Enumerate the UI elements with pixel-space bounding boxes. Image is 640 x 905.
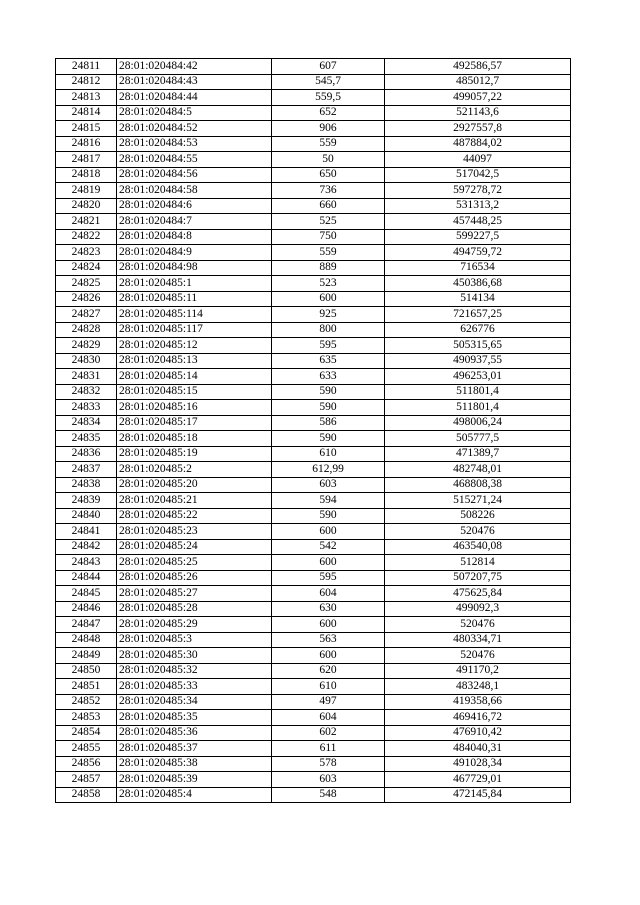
table-row (56, 245, 571, 261)
cadastral-number-cell: 28:01:020485:19 (117, 446, 272, 462)
table-row (56, 462, 571, 478)
cadastral-number-cell: 28:01:020485:1 (117, 276, 272, 292)
row-number-cell: 24836 (56, 446, 117, 462)
row-number-cell: 24834 (56, 415, 117, 431)
table-row (56, 198, 571, 214)
cadastral-number-cell: 28:01:020485:29 (117, 617, 272, 633)
row-number-cell: 24852 (56, 694, 117, 710)
cadastral-number-cell: 28:01:020485:20 (117, 477, 272, 493)
table-row (56, 152, 571, 168)
row-number-cell: 24837 (56, 462, 117, 478)
table-row (56, 725, 571, 741)
row-number-cell: 24811 (56, 59, 117, 75)
area-cell: 545,7 (272, 74, 385, 90)
area-cell: 497 (272, 694, 385, 710)
cadastral-number-cell: 28:01:020485:16 (117, 400, 272, 416)
cadastral-value-cell: 498006,24 (385, 415, 571, 431)
cadastral-value-cell: 520476 (385, 648, 571, 664)
cadastral-value-cell: 514134 (385, 291, 571, 307)
cadastral-number-cell: 28:01:020485:37 (117, 741, 272, 757)
cadastral-value-cell: 721657,25 (385, 307, 571, 323)
area-cell: 559,5 (272, 90, 385, 106)
cadastral-value-cell: 599227,5 (385, 229, 571, 245)
table-row (56, 741, 571, 757)
row-number-cell: 24816 (56, 136, 117, 152)
cadastral-number-cell: 28:01:020485:2 (117, 462, 272, 478)
table-row (56, 353, 571, 369)
row-number-cell: 24839 (56, 493, 117, 509)
cadastral-value-cell: 471389,7 (385, 446, 571, 462)
cadastral-number-cell: 28:01:020484:98 (117, 260, 272, 276)
table-row (56, 400, 571, 416)
cadastral-value-cell: 482748,01 (385, 462, 571, 478)
row-number-cell: 24819 (56, 183, 117, 199)
table-row (56, 121, 571, 137)
row-number-cell: 24831 (56, 369, 117, 385)
cadastral-number-cell: 28:01:020485:22 (117, 508, 272, 524)
table-row (56, 555, 571, 571)
row-number-cell: 24822 (56, 229, 117, 245)
row-number-cell: 24850 (56, 663, 117, 679)
table-row (56, 431, 571, 447)
cadastral-value-cell: 515271,24 (385, 493, 571, 509)
row-number-cell: 24856 (56, 756, 117, 772)
cadastral-number-cell: 28:01:020485:3 (117, 632, 272, 648)
table-row (56, 493, 571, 509)
table-row (56, 384, 571, 400)
table-row (56, 570, 571, 586)
cadastral-value-cell: 494759,72 (385, 245, 571, 261)
cadastral-value-cell: 531313,2 (385, 198, 571, 214)
area-cell: 578 (272, 756, 385, 772)
cadastral-number-cell: 28:01:020485:117 (117, 322, 272, 338)
row-number-cell: 24855 (56, 741, 117, 757)
area-cell: 590 (272, 400, 385, 416)
cadastral-number-cell: 28:01:020485:15 (117, 384, 272, 400)
cadastral-number-cell: 28:01:020485:36 (117, 725, 272, 741)
cadastral-number-cell: 28:01:020485:17 (117, 415, 272, 431)
cadastral-number-cell: 28:01:020485:114 (117, 307, 272, 323)
cadastral-value-cell: 716534 (385, 260, 571, 276)
area-cell: 925 (272, 307, 385, 323)
row-number-cell: 24825 (56, 276, 117, 292)
area-cell: 595 (272, 570, 385, 586)
cadastral-value-cell: 472145,84 (385, 787, 571, 803)
cadastral-value-cell: 499057,22 (385, 90, 571, 106)
area-cell: 542 (272, 539, 385, 555)
row-number-cell: 24845 (56, 586, 117, 602)
row-number-cell: 24823 (56, 245, 117, 261)
area-cell: 523 (272, 276, 385, 292)
table-row (56, 617, 571, 633)
area-cell: 525 (272, 214, 385, 230)
cadastral-number-cell: 28:01:020485:28 (117, 601, 272, 617)
area-cell: 590 (272, 384, 385, 400)
row-number-cell: 24853 (56, 710, 117, 726)
area-cell: 595 (272, 338, 385, 354)
cadastral-value-cell: 507207,75 (385, 570, 571, 586)
row-number-cell: 24851 (56, 679, 117, 695)
cadastral-number-cell: 28:01:020484:58 (117, 183, 272, 199)
cadastral-value-cell: 480334,71 (385, 632, 571, 648)
table-row (56, 632, 571, 648)
table-row (56, 291, 571, 307)
table-row (56, 508, 571, 524)
area-cell: 635 (272, 353, 385, 369)
cadastral-value-cell: 468808,38 (385, 477, 571, 493)
cadastral-value-cell: 492586,57 (385, 59, 571, 75)
row-number-cell: 24826 (56, 291, 117, 307)
cadastral-value-cell: 469416,72 (385, 710, 571, 726)
table-row (56, 74, 571, 90)
area-cell: 620 (272, 663, 385, 679)
cadastral-number-cell: 28:01:020484:43 (117, 74, 272, 90)
row-number-cell: 24813 (56, 90, 117, 106)
row-number-cell: 24847 (56, 617, 117, 633)
cadastral-number-cell: 28:01:020485:30 (117, 648, 272, 664)
cadastral-number-cell: 28:01:020485:14 (117, 369, 272, 385)
cadastral-value-cell: 476910,42 (385, 725, 571, 741)
row-number-cell: 24820 (56, 198, 117, 214)
row-number-cell: 24848 (56, 632, 117, 648)
area-cell: 600 (272, 524, 385, 540)
table-row (56, 446, 571, 462)
area-cell: 889 (272, 260, 385, 276)
area-cell: 603 (272, 772, 385, 788)
cadastral-number-cell: 28:01:020485:38 (117, 756, 272, 772)
cadastral-value-cell: 450386,68 (385, 276, 571, 292)
table-row (56, 601, 571, 617)
cadastral-value-cell: 467729,01 (385, 772, 571, 788)
table-row (56, 772, 571, 788)
area-cell: 604 (272, 710, 385, 726)
cadastral-value-cell: 597278,72 (385, 183, 571, 199)
cadastral-value-cell: 487884,02 (385, 136, 571, 152)
area-cell: 559 (272, 136, 385, 152)
row-number-cell: 24833 (56, 400, 117, 416)
table-row (56, 539, 571, 555)
table-row (56, 369, 571, 385)
row-number-cell: 24849 (56, 648, 117, 664)
cadastral-value-cell: 511801,4 (385, 400, 571, 416)
row-number-cell: 24858 (56, 787, 117, 803)
row-number-cell: 24844 (56, 570, 117, 586)
area-cell: 600 (272, 617, 385, 633)
table-row (56, 167, 571, 183)
cadastral-value-cell: 505315,65 (385, 338, 571, 354)
cadastral-value-cell: 463540,08 (385, 539, 571, 555)
row-number-cell: 24854 (56, 725, 117, 741)
table-row (56, 105, 571, 121)
row-number-cell: 24840 (56, 508, 117, 524)
area-cell: 800 (272, 322, 385, 338)
area-cell: 50 (272, 152, 385, 168)
cadastral-value-cell: 457448,25 (385, 214, 571, 230)
area-cell: 652 (272, 105, 385, 121)
cadastral-value-cell: 520476 (385, 524, 571, 540)
row-number-cell: 24846 (56, 601, 117, 617)
area-cell: 610 (272, 679, 385, 695)
table-row (56, 787, 571, 803)
cadastral-value-cell: 517042,5 (385, 167, 571, 183)
cadastral-value-cell: 512814 (385, 555, 571, 571)
row-number-cell: 24817 (56, 152, 117, 168)
cadastral-number-cell: 28:01:020485:27 (117, 586, 272, 602)
row-number-cell: 24857 (56, 772, 117, 788)
area-cell: 611 (272, 741, 385, 757)
area-cell: 563 (272, 632, 385, 648)
area-cell: 612,99 (272, 462, 385, 478)
cadastral-number-cell: 28:01:020484:42 (117, 59, 272, 75)
area-cell: 559 (272, 245, 385, 261)
area-cell: 630 (272, 601, 385, 617)
table-row (56, 260, 571, 276)
area-cell: 750 (272, 229, 385, 245)
row-number-cell: 24838 (56, 477, 117, 493)
cadastral-number-cell: 28:01:020484:53 (117, 136, 272, 152)
cadastral-number-cell: 28:01:020484:5 (117, 105, 272, 121)
table-row (56, 214, 571, 230)
area-cell: 633 (272, 369, 385, 385)
table-row (56, 679, 571, 695)
cadastral-number-cell: 28:01:020484:8 (117, 229, 272, 245)
cadastral-number-cell: 28:01:020484:7 (117, 214, 272, 230)
area-cell: 600 (272, 291, 385, 307)
cadastral-number-cell: 28:01:020485:24 (117, 539, 272, 555)
area-cell: 590 (272, 431, 385, 447)
table-row (56, 524, 571, 540)
cadastral-value-cell: 491170,2 (385, 663, 571, 679)
cadastral-number-cell: 28:01:020484:55 (117, 152, 272, 168)
cadastral-number-cell: 28:01:020485:12 (117, 338, 272, 354)
cadastral-number-cell: 28:01:020485:4 (117, 787, 272, 803)
cadastral-value-cell: 485012,7 (385, 74, 571, 90)
table-row (56, 648, 571, 664)
table-row (56, 477, 571, 493)
table-row (56, 694, 571, 710)
cadastral-value-table (55, 58, 571, 803)
table-row (56, 322, 571, 338)
cadastral-number-cell: 28:01:020485:32 (117, 663, 272, 679)
cadastral-value-cell: 491028,34 (385, 756, 571, 772)
row-number-cell: 24827 (56, 307, 117, 323)
row-number-cell: 24835 (56, 431, 117, 447)
cadastral-value-cell: 2927557,8 (385, 121, 571, 137)
cadastral-number-cell: 28:01:020485:34 (117, 694, 272, 710)
cadastral-number-cell: 28:01:020485:25 (117, 555, 272, 571)
table-row (56, 338, 571, 354)
area-cell: 600 (272, 555, 385, 571)
cadastral-number-cell: 28:01:020485:39 (117, 772, 272, 788)
cadastral-value-cell: 484040,31 (385, 741, 571, 757)
cadastral-value-cell: 499092,3 (385, 601, 571, 617)
table-row (56, 663, 571, 679)
cadastral-number-cell: 28:01:020485:35 (117, 710, 272, 726)
cadastral-value-cell: 490937,55 (385, 353, 571, 369)
table-row (56, 586, 571, 602)
row-number-cell: 24812 (56, 74, 117, 90)
table-body (56, 59, 571, 803)
row-number-cell: 24829 (56, 338, 117, 354)
cadastral-number-cell: 28:01:020484:56 (117, 167, 272, 183)
row-number-cell: 24830 (56, 353, 117, 369)
cadastral-number-cell: 28:01:020485:21 (117, 493, 272, 509)
area-cell: 600 (272, 648, 385, 664)
area-cell: 650 (272, 167, 385, 183)
area-cell: 586 (272, 415, 385, 431)
cadastral-value-cell: 419358,66 (385, 694, 571, 710)
cadastral-value-cell: 44097 (385, 152, 571, 168)
table-row (56, 415, 571, 431)
cadastral-number-cell: 28:01:020484:6 (117, 198, 272, 214)
row-number-cell: 24814 (56, 105, 117, 121)
area-cell: 548 (272, 787, 385, 803)
cadastral-value-cell: 508226 (385, 508, 571, 524)
row-number-cell: 24821 (56, 214, 117, 230)
cadastral-value-cell: 626776 (385, 322, 571, 338)
cadastral-value-cell: 520476 (385, 617, 571, 633)
row-number-cell: 24832 (56, 384, 117, 400)
cadastral-number-cell: 28:01:020485:13 (117, 353, 272, 369)
cadastral-number-cell: 28:01:020485:26 (117, 570, 272, 586)
area-cell: 594 (272, 493, 385, 509)
area-cell: 604 (272, 586, 385, 602)
area-cell: 906 (272, 121, 385, 137)
table-row (56, 183, 571, 199)
cadastral-value-cell: 511801,4 (385, 384, 571, 400)
cadastral-number-cell: 28:01:020485:33 (117, 679, 272, 695)
table-row (56, 756, 571, 772)
cadastral-value-cell: 521143,6 (385, 105, 571, 121)
table-row (56, 710, 571, 726)
row-number-cell: 24828 (56, 322, 117, 338)
area-cell: 602 (272, 725, 385, 741)
area-cell: 590 (272, 508, 385, 524)
cadastral-number-cell: 28:01:020485:23 (117, 524, 272, 540)
area-cell: 603 (272, 477, 385, 493)
area-cell: 660 (272, 198, 385, 214)
table-row (56, 90, 571, 106)
cadastral-value-cell: 475625,84 (385, 586, 571, 602)
table-row (56, 307, 571, 323)
area-cell: 736 (272, 183, 385, 199)
row-number-cell: 24842 (56, 539, 117, 555)
row-number-cell: 24815 (56, 121, 117, 137)
row-number-cell: 24818 (56, 167, 117, 183)
cadastral-number-cell: 28:01:020484:9 (117, 245, 272, 261)
cadastral-number-cell: 28:01:020484:52 (117, 121, 272, 137)
cadastral-number-cell: 28:01:020485:18 (117, 431, 272, 447)
table-row (56, 136, 571, 152)
area-cell: 607 (272, 59, 385, 75)
table-row (56, 59, 571, 75)
cadastral-value-cell: 496253,01 (385, 369, 571, 385)
cadastral-number-cell: 28:01:020484:44 (117, 90, 272, 106)
table-row (56, 229, 571, 245)
row-number-cell: 24824 (56, 260, 117, 276)
cadastral-number-cell: 28:01:020485:11 (117, 291, 272, 307)
area-cell: 610 (272, 446, 385, 462)
row-number-cell: 24843 (56, 555, 117, 571)
cadastral-value-cell: 483248,1 (385, 679, 571, 695)
row-number-cell: 24841 (56, 524, 117, 540)
table-row (56, 276, 571, 292)
cadastral-value-cell: 505777,5 (385, 431, 571, 447)
